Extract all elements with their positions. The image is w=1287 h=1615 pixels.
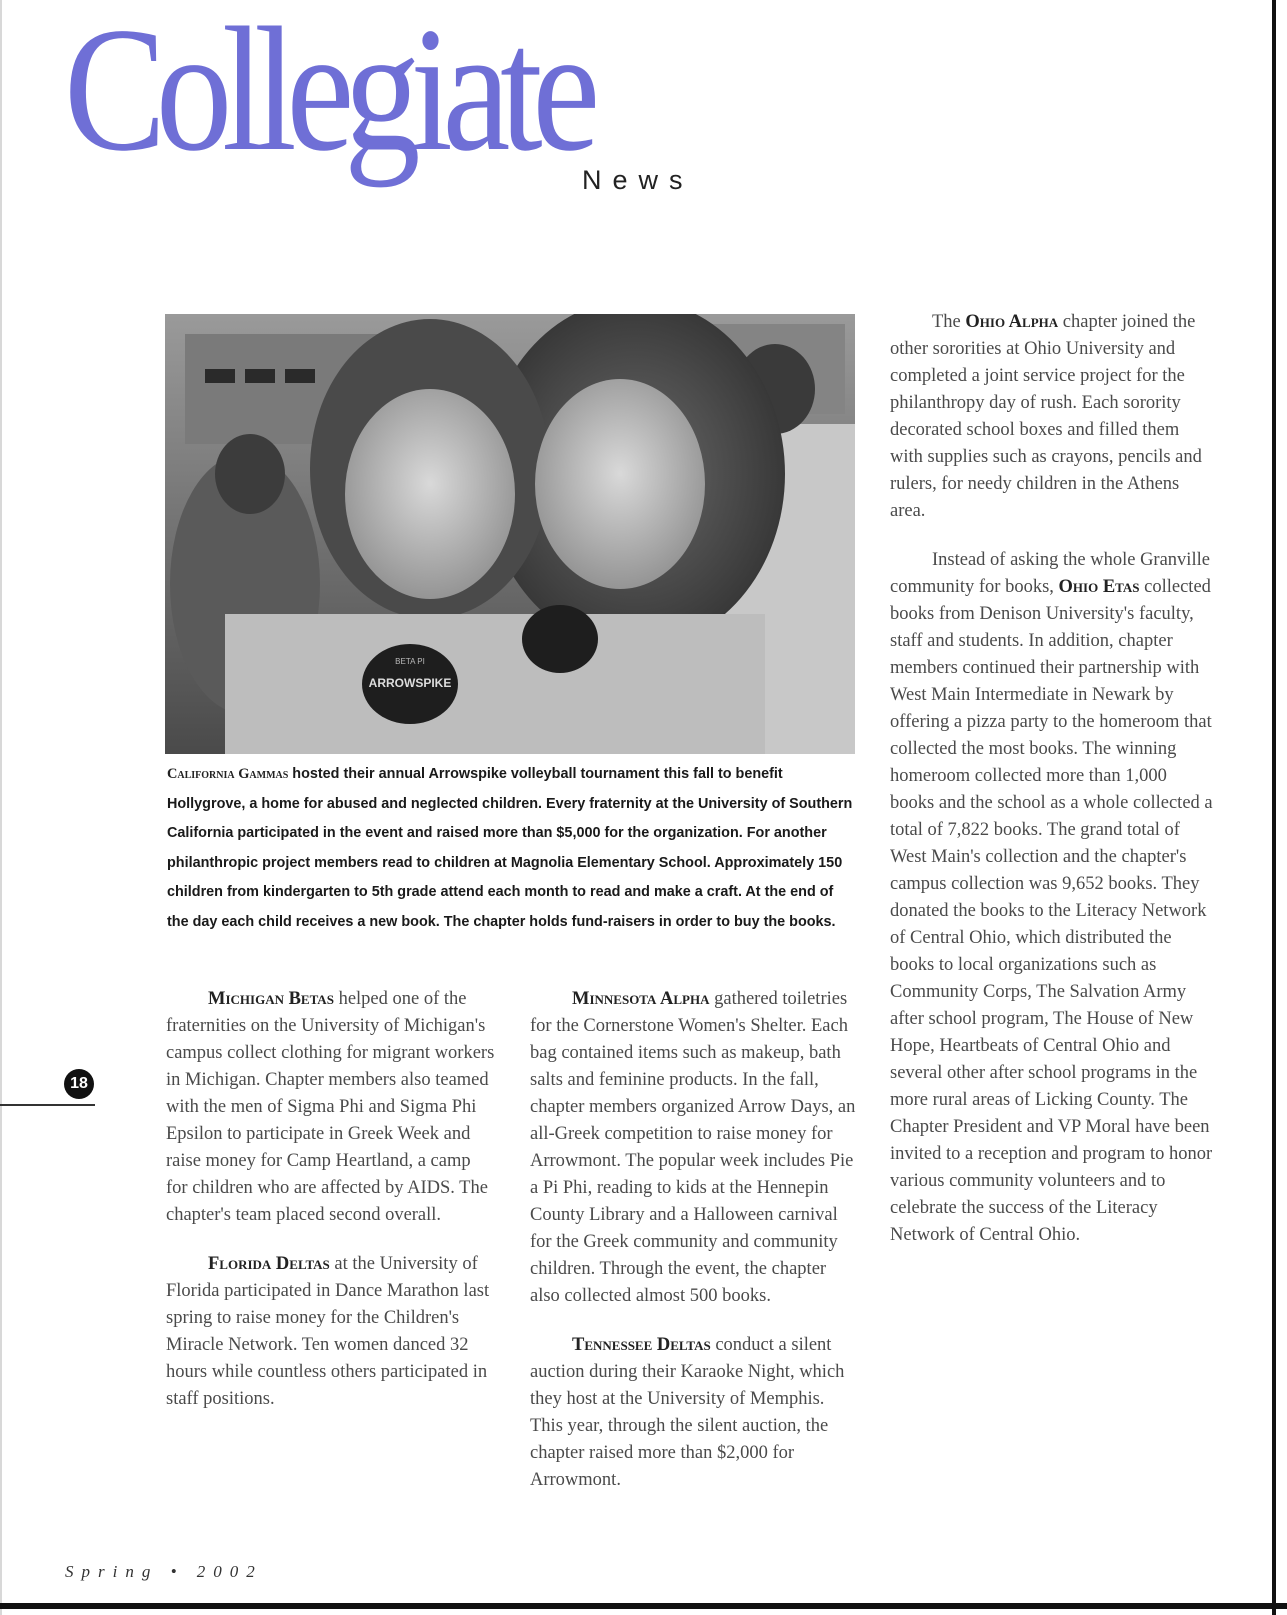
- article-michigan: [166, 986, 496, 1229]
- article-florida-text: at the University of Florida participated in Dance Marathon last spring to raise money for the Children's Miracle Network. Ten women danced 32 hours while countless others participated in staff positions.: [166, 1254, 490, 1409]
- article-minnesota: [530, 986, 860, 1310]
- article-ohio-eta-prefix: Instead of asking the whole Granville community for books,: [890, 550, 1210, 597]
- article-minnesota-lead: Minnesota Alpha: [572, 989, 710, 1009]
- page-number-rule: [0, 1104, 95, 1106]
- caption-lead: California Gammas: [167, 766, 289, 782]
- page-edge-left: [0, 0, 2, 1615]
- column-middle: [530, 986, 860, 1516]
- article-tennessee-lead: Tennessee Deltas: [572, 1335, 711, 1355]
- page-number-badge: 18: [64, 1069, 94, 1099]
- event-photo: [165, 314, 855, 754]
- page-edge-bottom: [0, 1603, 1287, 1609]
- article-michigan-text: helped one of the fraternities on the University of Michigan's campus collect clothing for migrant workers in Michigan. Chapter members also teamed with the men of Sigma Phi and Sigma Phi Epsilon to participate in Greek Week and raise money for Camp Heartland, a camp for children who are affected by AIDS. The chapter's team placed second overall.: [166, 989, 495, 1225]
- column-right: [890, 309, 1215, 1271]
- article-florida-lead: Florida Deltas: [208, 1254, 330, 1274]
- column-left: [166, 986, 496, 1435]
- caption-text: hosted their annual Arrowspike volleyball tournament this fall to benefit Hollygrove, a home for abused and neglected children. Every fraternity at the University of Southern California participated in the event and raised more than $5,000 for the organization. For another philanthropic project members read to children at Magnolia Elementary School. Approximately 150 children from kindergarten to 5th grade attend each month to read and make a craft. At the end of the day each child receives a new book. The chapter holds fund-raisers in order to buy the books.: [167, 766, 853, 930]
- photo-badge-small: BETA PI: [395, 657, 425, 666]
- photo-caption: [167, 760, 857, 937]
- article-ohio-eta: [890, 547, 1215, 1249]
- article-ohio-alpha: [890, 309, 1215, 525]
- article-ohio-eta-text: collected books from Denison University's faculty, staff and students. In addition, chapter members continued their partnership with West Main Intermediate in Newark by offering a pizza party to the homeroom that collected the most books. The winning homeroom collected more than 1,000 books and the school as a whole collected a total of 7,822 books. The grand total of West Main's collection and the chapter's campus collection was 9,652 books. They donated the books to the Literacy Network of Central Ohio, which distributed the books to local organizations such as Community Corps, The Salvation Army after school program, The House of New Hope, Heartbeats of Central Ohio and several other after school programs in the more rural areas of Licking County. The Chapter President and VP Moral have been invited to a reception and program to honor various community volunteers and to celebrate the success of the Literacy Network of Central Ohio.: [890, 577, 1213, 1245]
- article-ohio-alpha-text: chapter joined the other sororities at Ohio University and completed a joint service project for the philanthropy day of rush. Each sorority decorated school boxes and filled them with supplies such as crayons, pencils and rulers, for needy children in the Athens area.: [890, 312, 1202, 521]
- photo-badge-text: ARROWSPIKE: [368, 676, 452, 690]
- page-edge-right: [1272, 0, 1276, 1615]
- article-tennessee-text: conduct a silent auction during their Karaoke Night, which they host at the University of Memphis. This year, through the silent auction, the chapter raised more than $2,000 for Arrowmont.: [530, 1335, 845, 1490]
- article-ohio-alpha-prefix: The: [932, 312, 966, 332]
- article-ohio-alpha-lead: Ohio Alpha: [965, 312, 1059, 332]
- masthead-subtitle: News: [582, 165, 694, 195]
- masthead-title: Collegiate: [64, 0, 590, 188]
- article-minnesota-text: gathered toiletries for the Cornerstone Women's Shelter. Each bag contained items such as makeup, bath salts and feminine products. In the fall, chapter members organized Arrow Days, an all-Greek competition to raise money for Arrowmont. The popular week includes Pie a Pi Phi, reading to kids at the Hennepin County Library and a Halloween carnival for the Greek community and community children. Through the event, the chapter also collected almost 500 books.: [530, 989, 856, 1306]
- article-ohio-eta-lead: Ohio Etas: [1058, 577, 1140, 597]
- article-tennessee: [530, 1332, 860, 1494]
- article-florida: [166, 1251, 496, 1413]
- article-michigan-lead: Michigan Betas: [208, 989, 334, 1009]
- issue-folio: Spring • 2002: [65, 1562, 263, 1581]
